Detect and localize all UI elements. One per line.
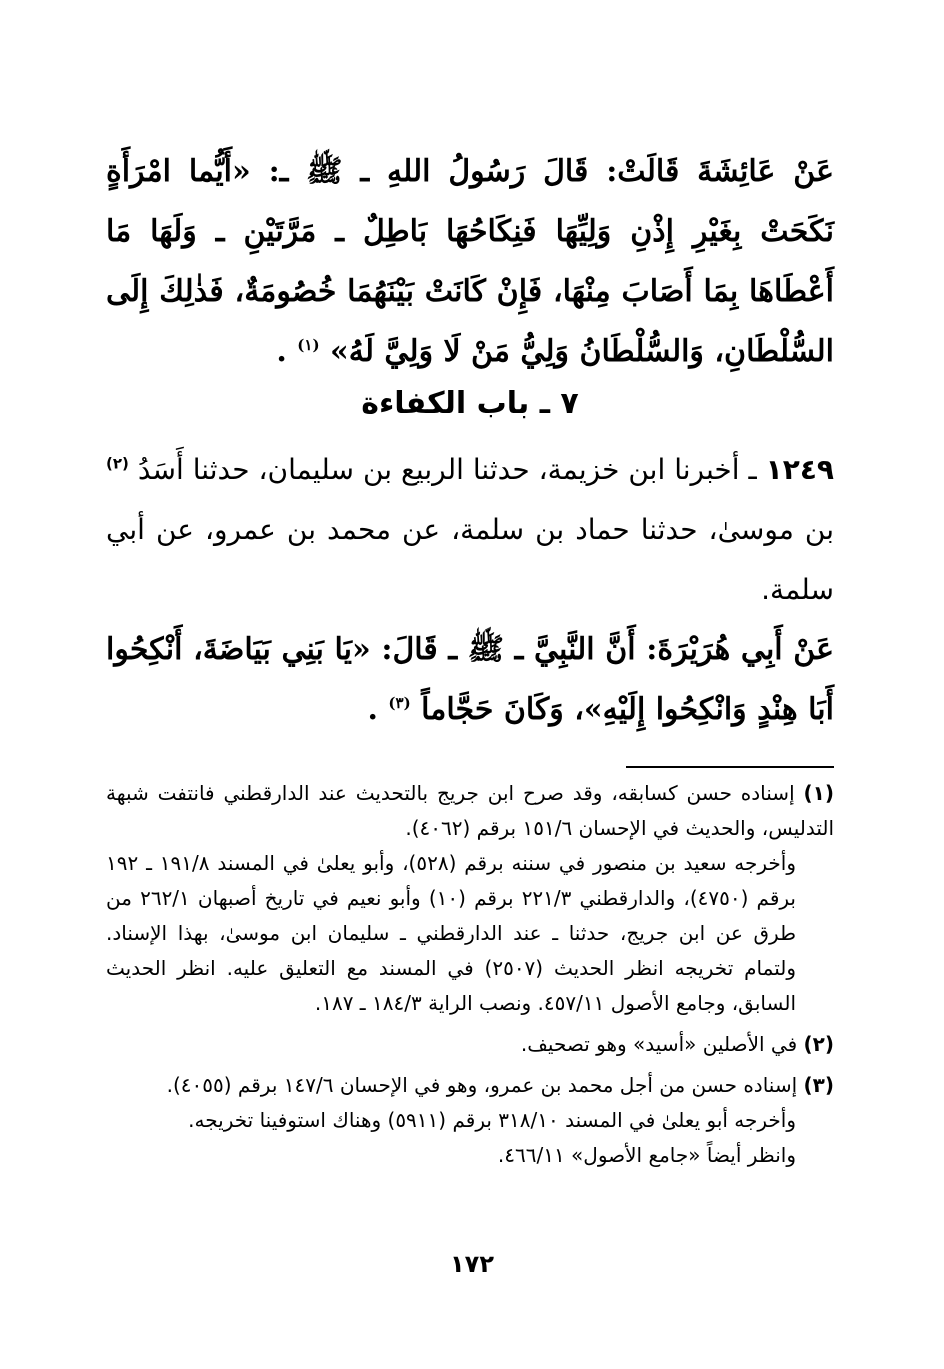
- hadith-text-1248: [106, 142, 834, 382]
- footnote-number: (٣): [803, 1073, 834, 1097]
- footnote-text: إسناده حسن كسابقه، وقد صرح ابن جريج بالتحديث عند الدارقطني فانتفت شبهة التدليس، والحديث في الإحسان ١٥١/٦ برقم (٤٠٦٢).: [106, 781, 834, 840]
- footnote-separator: [626, 766, 834, 768]
- isnad-part-1: ـ أخبرنا ابن خزيمة، حدثنا الربيع بن سليمان، حدثنا أَسَدُ: [137, 453, 757, 486]
- footnote-3: [106, 1068, 834, 1173]
- hadith-number: ١٢٤٩: [765, 453, 835, 486]
- footnote-number: (١): [803, 781, 835, 805]
- footnote-text: في الأصلين «أسيد» وهو تصحيف.: [520, 1032, 798, 1056]
- footnotes: [106, 776, 834, 1179]
- hadith-1249-end: .: [367, 692, 378, 727]
- footnote-number: (٢): [803, 1032, 834, 1056]
- footnote-1: [106, 776, 834, 1021]
- hadith-1249-body: عَنْ أَبِي هُرَيْرَةَ: أَنَّ النَّبِيَّ ـ ﷺ ـ قَالَ: «يَا بَنِي بَيَاضَةَ، أَنْكِحُوا أَبَا هِنْدٍ وَانْكِحُوا إِلَيْهِ»، وَكَانَ حَجَّاماً: [106, 632, 834, 727]
- footnote-ref-2[interactable]: (٢): [106, 454, 129, 473]
- chapter-title: ٧ ـ باب الكفاءة: [361, 386, 579, 421]
- footnote-2: [106, 1027, 834, 1062]
- hadith-1248-end: .: [276, 334, 287, 369]
- footnote-ref-1[interactable]: (١): [297, 336, 320, 354]
- page-number: ١٧٢: [450, 1250, 494, 1278]
- footnote-text: إسناده حسن من أجل محمد بن عمرو، وهو في الإحسان ١٤٧/٦ برقم (٤٠٥٥).: [166, 1073, 798, 1097]
- footnote-text: وأخرجه أبو يعلىٰ في المسند ٣١٨/١٠ برقم (٥٩١١) وهناك استوفينا تخريجه.: [188, 1108, 796, 1132]
- footnote-text: وانظر أيضاً «جامع الأصول» ٤٦٦/١١.: [497, 1143, 796, 1167]
- isnad-part-2: بن موسىٰ، حدثنا حماد بن سلمة، عن محمد بن عمرو، عن أبي سلمة.: [106, 513, 834, 606]
- footnote-text: وأخرجه سعيد بن منصور في سننه برقم (٥٢٨)، وأبو يعلىٰ في المسند ١٩١/٨ ـ ١٩٢ برقم (٤٧٥٠)، والدارقطني ٢٢١/٣ برقم (١٠) وأبو نعيم في تاريخ أصبهان ٢٦٢/١ من طرق عن ابن جريج، حدثنا ـ عند الدارقطني ـ سليمان ابن موسىٰ، بهذا الإسناد. ولتمام تخريجه انظر الحديث (٢٥٠٧) في المسند مع التعليق عليه. انظر الحديث السابق، وجامع الأصول ٤٥٧/١١. ونصب الراية ١٨٤/٣ ـ ١٨٧.: [106, 851, 796, 1015]
- hadith-1249-isnad: [106, 440, 834, 620]
- hadith-1248-body: عَنْ عَائِشَةَ قَالَتْ: قَالَ رَسُولُ اللهِ ـ ﷺ ـ: «أَيُّما امْرَأَةٍ نَكَحَتْ بِغَيْرِ إِذْنِ وَلِيِّهَا فَنِكَاحُهَا بَاطِلٌ ـ مَرَّتَيْنِ ـ وَلَهَا مَا أَعْطَاهَا بِمَا أَصَابَ مِنْهَا، فَإِنْ كَانَتْ بَيْنَهُمَا خُصُومَةٌ، فَذٰلِكَ إِلَى السُّلْطَانِ، وَالسُّلْطَانُ وَلِيُّ مَنْ لَا وَلِيَّ لَهُ»: [106, 154, 834, 369]
- hadith-1249-matn: [106, 620, 834, 740]
- footnote-ref-3[interactable]: (٣): [388, 694, 411, 712]
